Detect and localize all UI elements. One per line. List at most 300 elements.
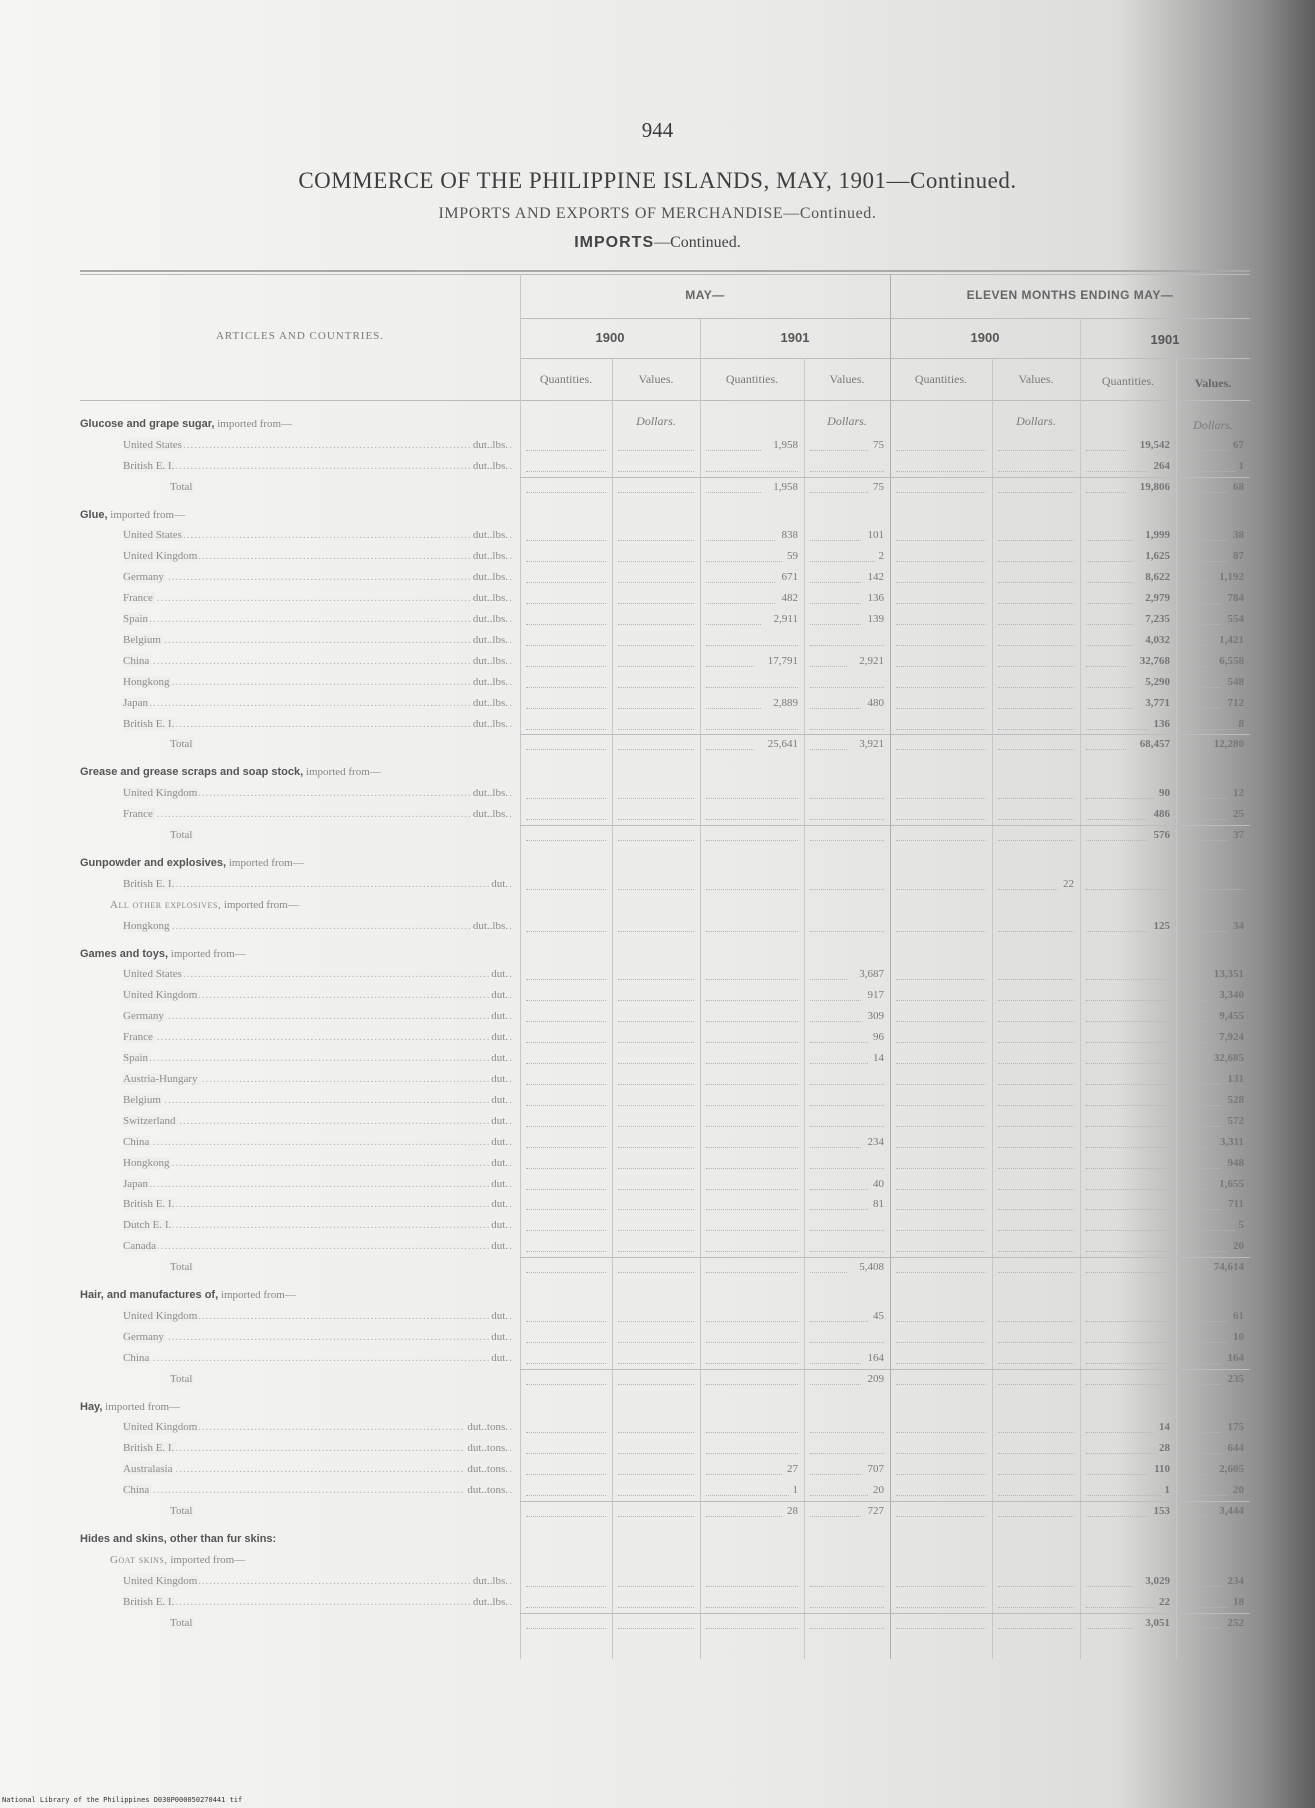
dot-leader	[618, 798, 694, 800]
value-cell: 96	[873, 1031, 884, 1043]
dot-leader	[1182, 582, 1207, 584]
dot-leader	[896, 1000, 986, 1002]
value-cell: 252	[1227, 1617, 1244, 1629]
dollars-unit: Dollars.	[636, 414, 676, 428]
row-unit: dut.	[491, 1310, 508, 1322]
dot-leader	[526, 582, 606, 584]
dot-leader	[1086, 1272, 1170, 1274]
dot-leader	[1182, 603, 1221, 605]
row-label	[170, 738, 512, 750]
dot-leader	[526, 979, 606, 981]
dot-leader	[1086, 1342, 1170, 1344]
table-row	[0, 1052, 1315, 1068]
value-cell: 6,558	[1219, 655, 1244, 667]
row-label	[80, 418, 512, 430]
row-label	[123, 571, 512, 583]
dot-leader	[896, 645, 986, 647]
group-heading-row	[0, 899, 1315, 915]
dot-leader	[810, 1495, 868, 1497]
value-cell: 554	[1227, 613, 1244, 625]
dot-leader	[1086, 492, 1126, 494]
dot-leader	[1086, 645, 1133, 647]
dot-leader	[1086, 1432, 1154, 1434]
dot-leader	[1086, 540, 1133, 542]
row-label	[123, 1240, 512, 1252]
dot-leader	[1086, 1063, 1170, 1065]
dot-leader	[896, 540, 986, 542]
dot-leader	[1182, 645, 1207, 647]
row-label	[123, 1198, 512, 1210]
row-name: Belgium	[123, 634, 161, 646]
dot-leader	[896, 1474, 986, 1476]
value-cell: 727	[867, 1505, 884, 1517]
row-unit: dut.	[491, 1198, 508, 1210]
quantities-header: Quantities.	[725, 372, 779, 386]
row-name: Germany	[123, 1331, 164, 1343]
table-row	[0, 787, 1315, 803]
quantity-cell: 25,641	[767, 738, 798, 750]
dot-leader	[706, 1021, 798, 1023]
heading-bold: Grease and grease scraps and soap stock,	[80, 766, 304, 778]
dot-leader	[706, 729, 798, 731]
dot-leader	[1086, 1586, 1133, 1588]
value-cell: 7,924	[1219, 1031, 1244, 1043]
row-label	[123, 1575, 512, 1587]
dot-leader	[1182, 1251, 1228, 1253]
heading-rest: imported from—	[167, 1554, 246, 1566]
value-cell: 2,921	[859, 655, 884, 667]
value-cell: 136	[867, 592, 884, 604]
dot-leader	[706, 1230, 798, 1232]
table-row	[0, 1352, 1315, 1368]
group-heading-row	[0, 948, 1315, 964]
dot-leader	[618, 708, 694, 710]
dot-leader	[1182, 1453, 1221, 1455]
table-row	[0, 460, 1315, 476]
value-cell: 2	[878, 550, 884, 562]
quantity-cell: 19,806	[1139, 481, 1170, 493]
table-row	[0, 718, 1315, 734]
row-name: British E. I.	[123, 878, 175, 890]
dot-leader	[810, 1084, 884, 1086]
dot-leader	[1182, 624, 1221, 626]
dot-leader	[1182, 1063, 1200, 1065]
dot-leader	[1182, 450, 1228, 452]
dot-leader	[706, 1042, 798, 1044]
row-name: British E. I.	[123, 1198, 175, 1210]
value-cell: 12,280	[1213, 738, 1244, 750]
table-row	[0, 1310, 1315, 1326]
quantities-header: Quantities.	[1101, 374, 1155, 388]
dot-leader	[618, 1000, 694, 1002]
quantity-cell: 1,625	[1145, 550, 1170, 562]
dot-leader	[1182, 1272, 1200, 1274]
dot-leader	[618, 450, 694, 452]
dot-leader	[1182, 1432, 1221, 1434]
value-cell: 784	[1227, 592, 1244, 604]
table-row	[0, 550, 1315, 566]
row-unit: dut.	[491, 989, 508, 1001]
dot-leader	[526, 1321, 606, 1323]
dot-leader	[706, 1384, 798, 1386]
value-cell: 917	[867, 989, 884, 1001]
dot-leader	[810, 1021, 861, 1023]
value-cell: 25	[1233, 808, 1244, 820]
dot-leader	[1182, 749, 1200, 751]
table-row	[0, 878, 1315, 894]
table-row	[0, 1442, 1315, 1458]
row-label	[123, 1442, 512, 1454]
table-row	[0, 1421, 1315, 1437]
heading-bold: Glue,	[80, 509, 108, 521]
row-label	[123, 989, 512, 1001]
row-label	[123, 697, 512, 709]
dot-leader	[896, 1105, 986, 1107]
dot-leader	[706, 624, 761, 626]
dot-leader	[998, 561, 1074, 563]
dot-leader	[1086, 1453, 1154, 1455]
row-name: Australasia	[123, 1463, 173, 1475]
dot-leader	[896, 819, 986, 821]
heading-bold: Gunpowder and explosives,	[80, 857, 227, 869]
total-row	[0, 738, 1315, 754]
dot-leader	[706, 931, 798, 933]
dot-leader	[998, 1209, 1074, 1211]
dot-leader	[896, 624, 986, 626]
quantity-cell: 8,622	[1145, 571, 1170, 583]
table-row	[0, 968, 1315, 984]
dot-leader	[706, 1000, 798, 1002]
quantity-cell: 32,768	[1139, 655, 1170, 667]
row-unit: dut.	[491, 1331, 508, 1343]
value-cell: 3,687	[859, 968, 884, 980]
quantity-cell: 1,958	[773, 481, 798, 493]
dot-leader	[526, 1021, 606, 1023]
year-1900-eleven: 1900	[970, 330, 1000, 345]
dot-leader	[1086, 979, 1170, 981]
section-heading-bold: IMPORTS	[574, 234, 655, 251]
row-name: Total	[170, 1261, 193, 1273]
group-heading-row	[0, 857, 1315, 873]
dot-leader	[706, 708, 761, 710]
row-label	[170, 1617, 512, 1629]
dot-leader	[526, 819, 606, 821]
dot-leader	[1182, 1495, 1228, 1497]
dot-leader	[526, 1230, 606, 1232]
dot-leader	[1182, 729, 1235, 731]
dot-leader	[706, 1474, 782, 1476]
table-row	[0, 697, 1315, 713]
dot-leader	[810, 1000, 861, 1002]
dot-leader	[1182, 1189, 1207, 1191]
value-cell: 131	[1227, 1073, 1244, 1085]
row-label	[123, 920, 512, 932]
dot-leader	[526, 889, 606, 891]
heading-bold: Hair, and manufactures of,	[80, 1289, 219, 1301]
row-unit: dut..lbs.	[472, 529, 508, 541]
dot-leader	[618, 1063, 694, 1065]
dot-leader	[526, 1628, 606, 1630]
dot-leader	[998, 979, 1074, 981]
row-unit: dut..lbs.	[472, 920, 508, 932]
quantity-cell: 125	[1153, 920, 1170, 932]
dot-leader	[526, 1063, 606, 1065]
dot-leader	[526, 1474, 606, 1476]
value-cell: 12	[1233, 787, 1244, 799]
dot-leader	[896, 729, 986, 731]
row-name: United Kingdom	[123, 1421, 198, 1433]
dot-leader	[618, 1147, 694, 1149]
dot-leader	[896, 1147, 986, 1149]
dot-leader	[1086, 1000, 1170, 1002]
row-label	[123, 1596, 512, 1608]
quantity-cell: 90	[1159, 787, 1170, 799]
dot-leader	[998, 1321, 1074, 1323]
dot-leader	[810, 450, 868, 452]
row-label	[123, 592, 512, 604]
year-1900-may: 1900	[595, 330, 625, 345]
dot-leader	[618, 1342, 694, 1344]
value-cell: 75	[873, 439, 884, 451]
dot-leader	[810, 819, 884, 821]
value-cell: 5	[1238, 1219, 1244, 1231]
row-name: British E. I.	[123, 460, 175, 472]
dot-leader	[896, 931, 986, 933]
dot-leader	[526, 1586, 606, 1588]
total-rule	[520, 734, 1250, 735]
row-label	[80, 766, 512, 778]
dot-leader	[1086, 1105, 1170, 1107]
dot-leader	[526, 1147, 606, 1149]
value-cell: 38	[1233, 529, 1244, 541]
dot-leader	[1086, 666, 1126, 668]
dot-leader	[810, 645, 884, 647]
dot-leader	[618, 1251, 694, 1253]
dot-leader	[1182, 540, 1228, 542]
value-cell: 3,340	[1219, 989, 1244, 1001]
dot-leader	[706, 1453, 798, 1455]
value-cell: 81	[873, 1198, 884, 1210]
row-name: Dutch E. I.	[123, 1219, 172, 1231]
dot-leader	[998, 1168, 1074, 1170]
dot-leader	[526, 1384, 606, 1386]
dot-leader	[896, 840, 986, 842]
dot-leader	[810, 1209, 868, 1211]
dot-leader	[998, 1453, 1074, 1455]
quantity-cell: 3,051	[1145, 1617, 1170, 1629]
dot-leader	[896, 1251, 986, 1253]
dot-leader	[896, 889, 986, 891]
table-row	[0, 1596, 1315, 1612]
dot-leader	[706, 1628, 798, 1630]
dot-leader	[618, 1516, 694, 1518]
row-unit: dut.	[491, 1115, 508, 1127]
table-row	[0, 920, 1315, 936]
row-name: Japan	[123, 697, 149, 709]
row-label	[80, 1401, 512, 1413]
dot-leader	[896, 1189, 986, 1191]
dot-leader	[618, 1474, 694, 1476]
row-unit: dut..lbs.	[472, 676, 508, 688]
dot-leader	[810, 798, 884, 800]
value-cell: 1,655	[1219, 1178, 1244, 1190]
dot-leader	[810, 1126, 884, 1128]
table-row	[0, 634, 1315, 650]
dot-leader	[998, 1474, 1074, 1476]
value-cell: 234	[867, 1136, 884, 1148]
dot-leader	[618, 1628, 694, 1630]
value-cell: 711	[1228, 1198, 1244, 1210]
row-label	[110, 899, 542, 911]
values-header: Values.	[1018, 372, 1054, 386]
value-cell: 209	[867, 1373, 884, 1385]
value-cell: 20	[1233, 1484, 1244, 1496]
dot-leader	[896, 582, 986, 584]
value-cell: 1,421	[1219, 634, 1244, 646]
row-label	[123, 878, 512, 890]
dot-leader	[1182, 1021, 1207, 1023]
dot-leader	[896, 1126, 986, 1128]
dot-leader	[810, 471, 884, 473]
value-cell: 548	[1227, 676, 1244, 688]
row-name: Total	[170, 738, 193, 750]
dot-leader	[618, 1586, 694, 1588]
row-name: France	[123, 1031, 153, 1043]
values-header: Values.	[829, 372, 865, 386]
dot-leader	[810, 1042, 868, 1044]
row-unit: dut.	[491, 1157, 508, 1169]
row-label	[80, 1533, 512, 1545]
dot-leader	[896, 749, 986, 751]
dollars-unit: Dollars.	[1016, 414, 1056, 428]
heading-rest: imported from—	[218, 1289, 296, 1301]
dot-leader	[896, 1063, 986, 1065]
row-name: Total	[170, 1373, 193, 1385]
table-row	[0, 1575, 1315, 1591]
dot-leader	[896, 1168, 986, 1170]
dot-leader	[998, 450, 1074, 452]
row-unit: dut..tons.	[467, 1421, 508, 1433]
value-cell: 68	[1233, 481, 1244, 493]
dot-leader	[526, 561, 606, 563]
quantity-cell: 17,791	[767, 655, 798, 667]
value-cell: 45	[873, 1310, 884, 1322]
dot-leader	[896, 708, 986, 710]
heading-rest: imported from—	[102, 1401, 181, 1413]
value-cell: 309	[867, 1010, 884, 1022]
dot-leader	[706, 840, 798, 842]
dot-leader	[1086, 840, 1147, 842]
dot-leader	[998, 1384, 1074, 1386]
quantity-cell: 2,889	[773, 697, 798, 709]
dot-leader	[526, 1000, 606, 1002]
row-label	[123, 1010, 512, 1022]
dot-leader	[1086, 1251, 1170, 1253]
dot-leader	[896, 1384, 986, 1386]
group-heading-row	[0, 1289, 1315, 1305]
dot-leader	[810, 1147, 861, 1149]
footer-note: National Library of the Philippines D030P000050270441 tif	[2, 1796, 243, 1804]
value-cell: 1	[1238, 460, 1244, 472]
dot-leader	[526, 603, 606, 605]
dot-leader	[1182, 561, 1228, 563]
value-cell: 139	[867, 613, 884, 625]
dot-leader	[896, 1021, 986, 1023]
quantity-cell: 1	[1164, 1484, 1170, 1496]
heading-bold: Glucose and grape sugar,	[80, 418, 215, 430]
dot-leader	[706, 561, 782, 563]
dot-leader	[1086, 1021, 1170, 1023]
dot-leader	[1182, 1000, 1207, 1002]
row-unit: dut.	[491, 1052, 508, 1064]
dot-leader	[810, 1321, 868, 1323]
dot-leader	[810, 1474, 861, 1476]
dot-leader	[526, 708, 606, 710]
dollars-unit: Dollars.	[827, 414, 867, 428]
value-cell: 5,408	[859, 1261, 884, 1273]
dot-leader	[998, 1147, 1074, 1149]
heading-rest: imported from—	[303, 766, 381, 778]
row-unit: dut..lbs.	[472, 787, 508, 799]
row-name: Canada	[123, 1240, 156, 1252]
dot-leader	[1182, 1607, 1228, 1609]
value-cell: 40	[873, 1178, 884, 1190]
row-label	[170, 481, 512, 493]
dot-leader	[526, 1209, 606, 1211]
dot-leader	[526, 798, 606, 800]
dot-leader	[1182, 1126, 1221, 1128]
group-heading-row	[0, 509, 1315, 525]
quantity-cell: 3,029	[1145, 1575, 1170, 1587]
quantity-cell: 1	[792, 1484, 798, 1496]
dot-leader	[526, 1084, 606, 1086]
dot-leader	[1086, 1084, 1170, 1086]
row-name: Japan	[123, 1178, 149, 1190]
row-unit: dut.	[491, 1240, 508, 1252]
total-rule	[520, 477, 1250, 478]
total-row	[0, 1373, 1315, 1389]
dot-leader	[1086, 624, 1133, 626]
dot-leader	[810, 1453, 884, 1455]
dot-leader	[1182, 889, 1244, 891]
quantity-cell: 264	[1153, 460, 1170, 472]
dot-leader	[896, 1272, 986, 1274]
row-label	[123, 1052, 512, 1064]
value-cell: 175	[1227, 1421, 1244, 1433]
row-name: British E. I.	[123, 1596, 175, 1608]
dot-leader	[526, 1453, 606, 1455]
dot-leader	[1182, 798, 1228, 800]
dot-leader	[1086, 1126, 1170, 1128]
dot-leader	[998, 1105, 1074, 1107]
dot-leader	[1182, 1042, 1207, 1044]
dot-leader	[998, 1000, 1074, 1002]
row-label	[123, 1484, 512, 1496]
row-label	[80, 509, 512, 521]
dot-leader	[618, 931, 694, 933]
dot-leader	[1182, 471, 1235, 473]
heading-bold: Games and toys,	[80, 948, 169, 960]
row-name: Total	[170, 829, 193, 841]
dot-leader	[810, 1342, 884, 1344]
dot-leader	[1182, 1168, 1221, 1170]
table-row	[0, 1219, 1315, 1235]
dot-leader	[1086, 1474, 1147, 1476]
dot-leader	[1086, 561, 1133, 563]
dot-leader	[896, 1516, 986, 1518]
value-cell: 164	[1227, 1352, 1244, 1364]
dot-leader	[1182, 1342, 1228, 1344]
